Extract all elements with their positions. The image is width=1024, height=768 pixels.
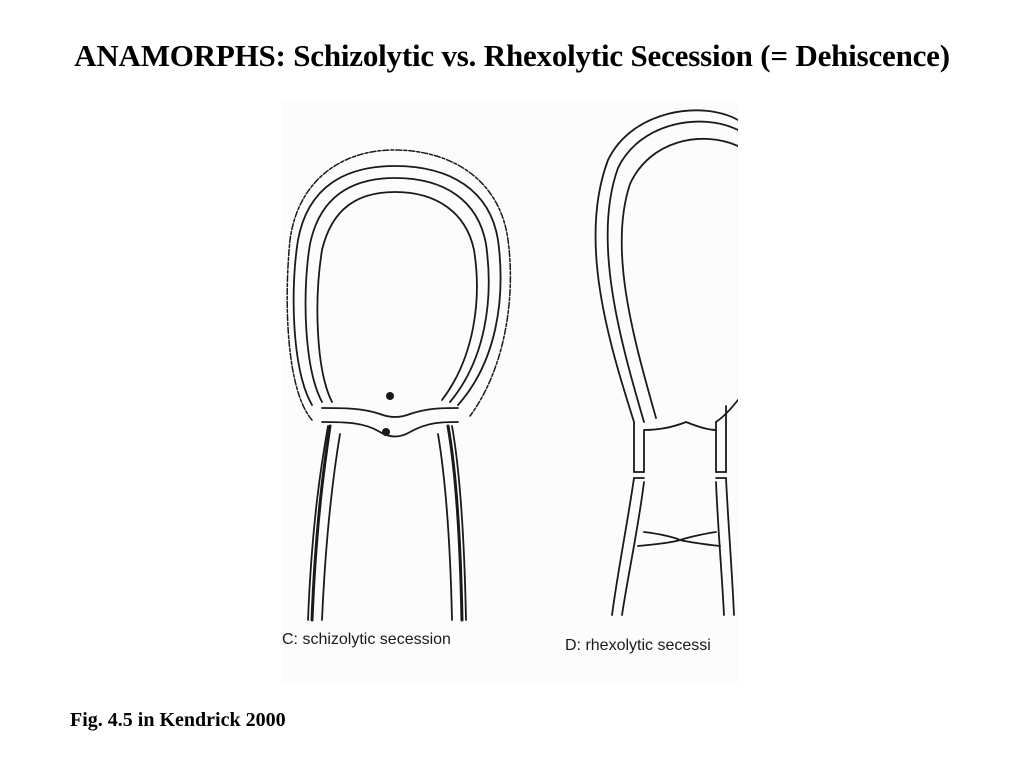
stalk-left-outer — [612, 478, 634, 615]
rhexolytic-conidiophore — [612, 406, 734, 615]
panel-c-caption: C: schizolytic secession — [282, 631, 451, 648]
source-note: Fig. 4.5 in Kendrick 2000 — [70, 709, 286, 731]
figure-panel — [282, 100, 738, 685]
secession-diagram — [282, 100, 738, 685]
conidiophore-right-wall — [448, 426, 462, 620]
stalk-left-inner — [622, 482, 644, 615]
septum-lower-d-bottom — [638, 540, 720, 546]
panel-d-caption: D: rhexolytic secessi — [565, 637, 711, 654]
conidium-right-edge-d — [716, 400, 738, 422]
septum-upper-d — [644, 422, 716, 430]
wall-marker-lower — [382, 428, 390, 436]
stalk-right-inner — [716, 482, 724, 615]
septum-upper-layer — [322, 408, 458, 417]
wall-marker-upper — [386, 392, 394, 400]
slide-title: ANAMORPHS: Schizolytic vs. Rhexolytic Secession (= Dehiscence) — [74, 38, 950, 73]
schizolytic-conidium — [287, 150, 510, 437]
stalk-right-outer — [726, 478, 734, 615]
conidium-inner-wall-d — [622, 139, 738, 418]
conidiophore-right-inner — [438, 434, 452, 620]
conidium-middle-wall-d — [608, 122, 738, 422]
rhexolytic-conidium — [595, 110, 738, 430]
schizolytic-conidiophore — [308, 426, 466, 620]
septum-lower-d-top — [644, 532, 716, 540]
conidium-inner-wall — [317, 192, 476, 402]
conidium-outer-wall — [294, 166, 501, 405]
conidium-outer-wall-d — [595, 110, 738, 422]
